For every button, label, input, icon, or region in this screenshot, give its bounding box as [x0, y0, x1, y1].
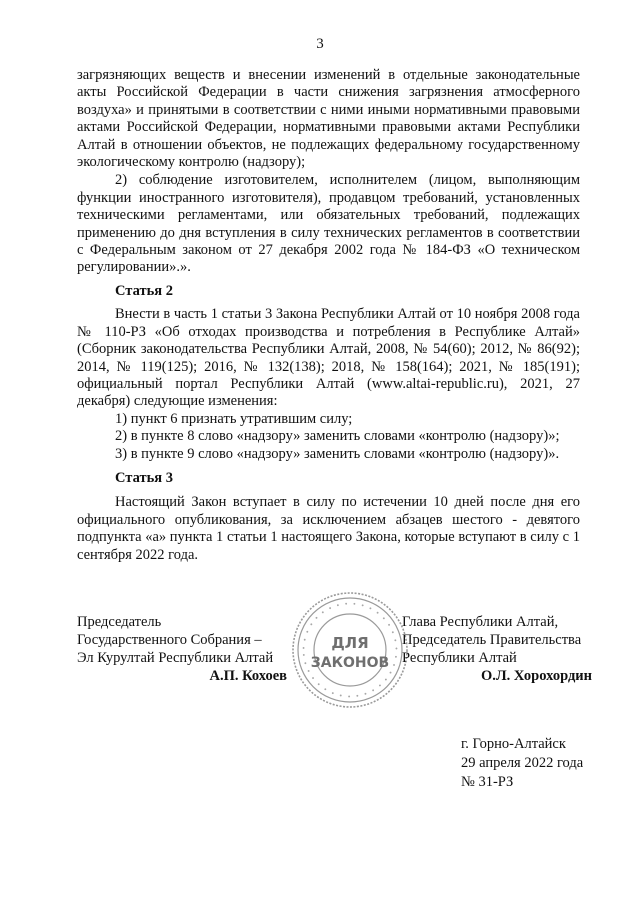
right-signature-block [402, 613, 592, 685]
left-signer-name: А.П. Кохоев [209, 668, 287, 684]
right-signer-title-1: Глава Республики Алтай, [402, 614, 559, 630]
article-2-intro: Внести в часть 1 статьи 3 Закона Республики Алтай от 10 ноября 2008 года № 110-РЗ «Об отходах производства и потребления в Республике Алтай» (Сборник законодательства Республики Алтай, 2008, № 54(60); 2012, № 86(92); 2014, № 119(125); 2016, № 132(138); 2018, № 158(164); 2021, № 185(191); официальный портал Республики Алтай (www.altai-republic.ru), 2021, 27 декабря) следующие изменения: [77, 306, 580, 410]
left-signer-title-1: Председатель [77, 614, 162, 630]
stamp-seal-icon [290, 590, 410, 710]
page-number: 3 [316, 36, 324, 52]
article-3-text: Настоящий Закон вступает в силу по истечении 10 дней после дня его официального опубликования, за исключением абзацев шестого - девятого подпункта «а» пункта 1 статьи 1 настоящего Закона, которые вступают в силу с 1 сентября 2022 года. [77, 494, 580, 563]
left-signer-title-3: Эл Курултай Республики Алтай [77, 650, 274, 666]
left-signer-title-2: Государственного Собрания – [77, 632, 262, 648]
article-2-item-1: 1) пункт 6 признать утратившим силу; [115, 410, 353, 427]
stamp-line-1: ДЛЯ [331, 634, 369, 652]
article-2-item-2: 2) в пункте 8 слово «надзору» заменить словами «контролю (надзору)»; [115, 428, 560, 445]
right-signer-name: О.Л. Хорохордин [480, 668, 592, 684]
footer-date: 29 апреля 2022 года [461, 755, 584, 771]
svg-text:• • • • • • • • • • • • • • •: • • • • • • • • • • • • • • • • • • • • • • • • • • • • • • • • • • • [299, 599, 401, 701]
right-signer-title-2: Председатель Правительства [402, 632, 582, 648]
document-body [77, 67, 580, 564]
item-2-paragraph: 2) соблюдение изготовителем, исполнителем (лицом, выполняющим функции иностранного изготовителя), продавцом требований, установленных техническими регламентами, или обязательных требований, подлежащих применению до дня вступления в силу технических регламентов в соответствии с Федеральным законом от 27 декабря 2002 года № 184-ФЗ «О техническом регулировании».». [77, 172, 580, 276]
article-2-heading: Статья 2 [115, 282, 173, 299]
stamp-line-2: ЗАКОНОВ [310, 655, 390, 671]
document-footer [461, 735, 583, 792]
footer-law-number: № 31-РЗ [461, 774, 514, 790]
article-2-item-3: 3) в пункте 9 слово «надзору» заменить словами «контролю (надзору)». [115, 445, 560, 462]
right-signer-title-3: Республики Алтай [402, 650, 517, 666]
footer-place: г. Горно-Алтайск [461, 736, 566, 752]
left-signature-block [77, 613, 287, 685]
official-stamp [290, 590, 410, 710]
continuation-paragraph: загрязняющих веществ и внесении изменений в отдельные законодательные акты Российской Федерации в части снижения загрязнения атмосферного воздуха» и принятыми в соответствии с ними иными нормативными правовыми актами Российской Федерации, нормативными правовыми актами Республики Алтай в отношении объектов, не подлежащих федеральному государственному экологическому контролю (надзору); [77, 67, 580, 171]
article-3-heading: Статья 3 [115, 469, 173, 486]
